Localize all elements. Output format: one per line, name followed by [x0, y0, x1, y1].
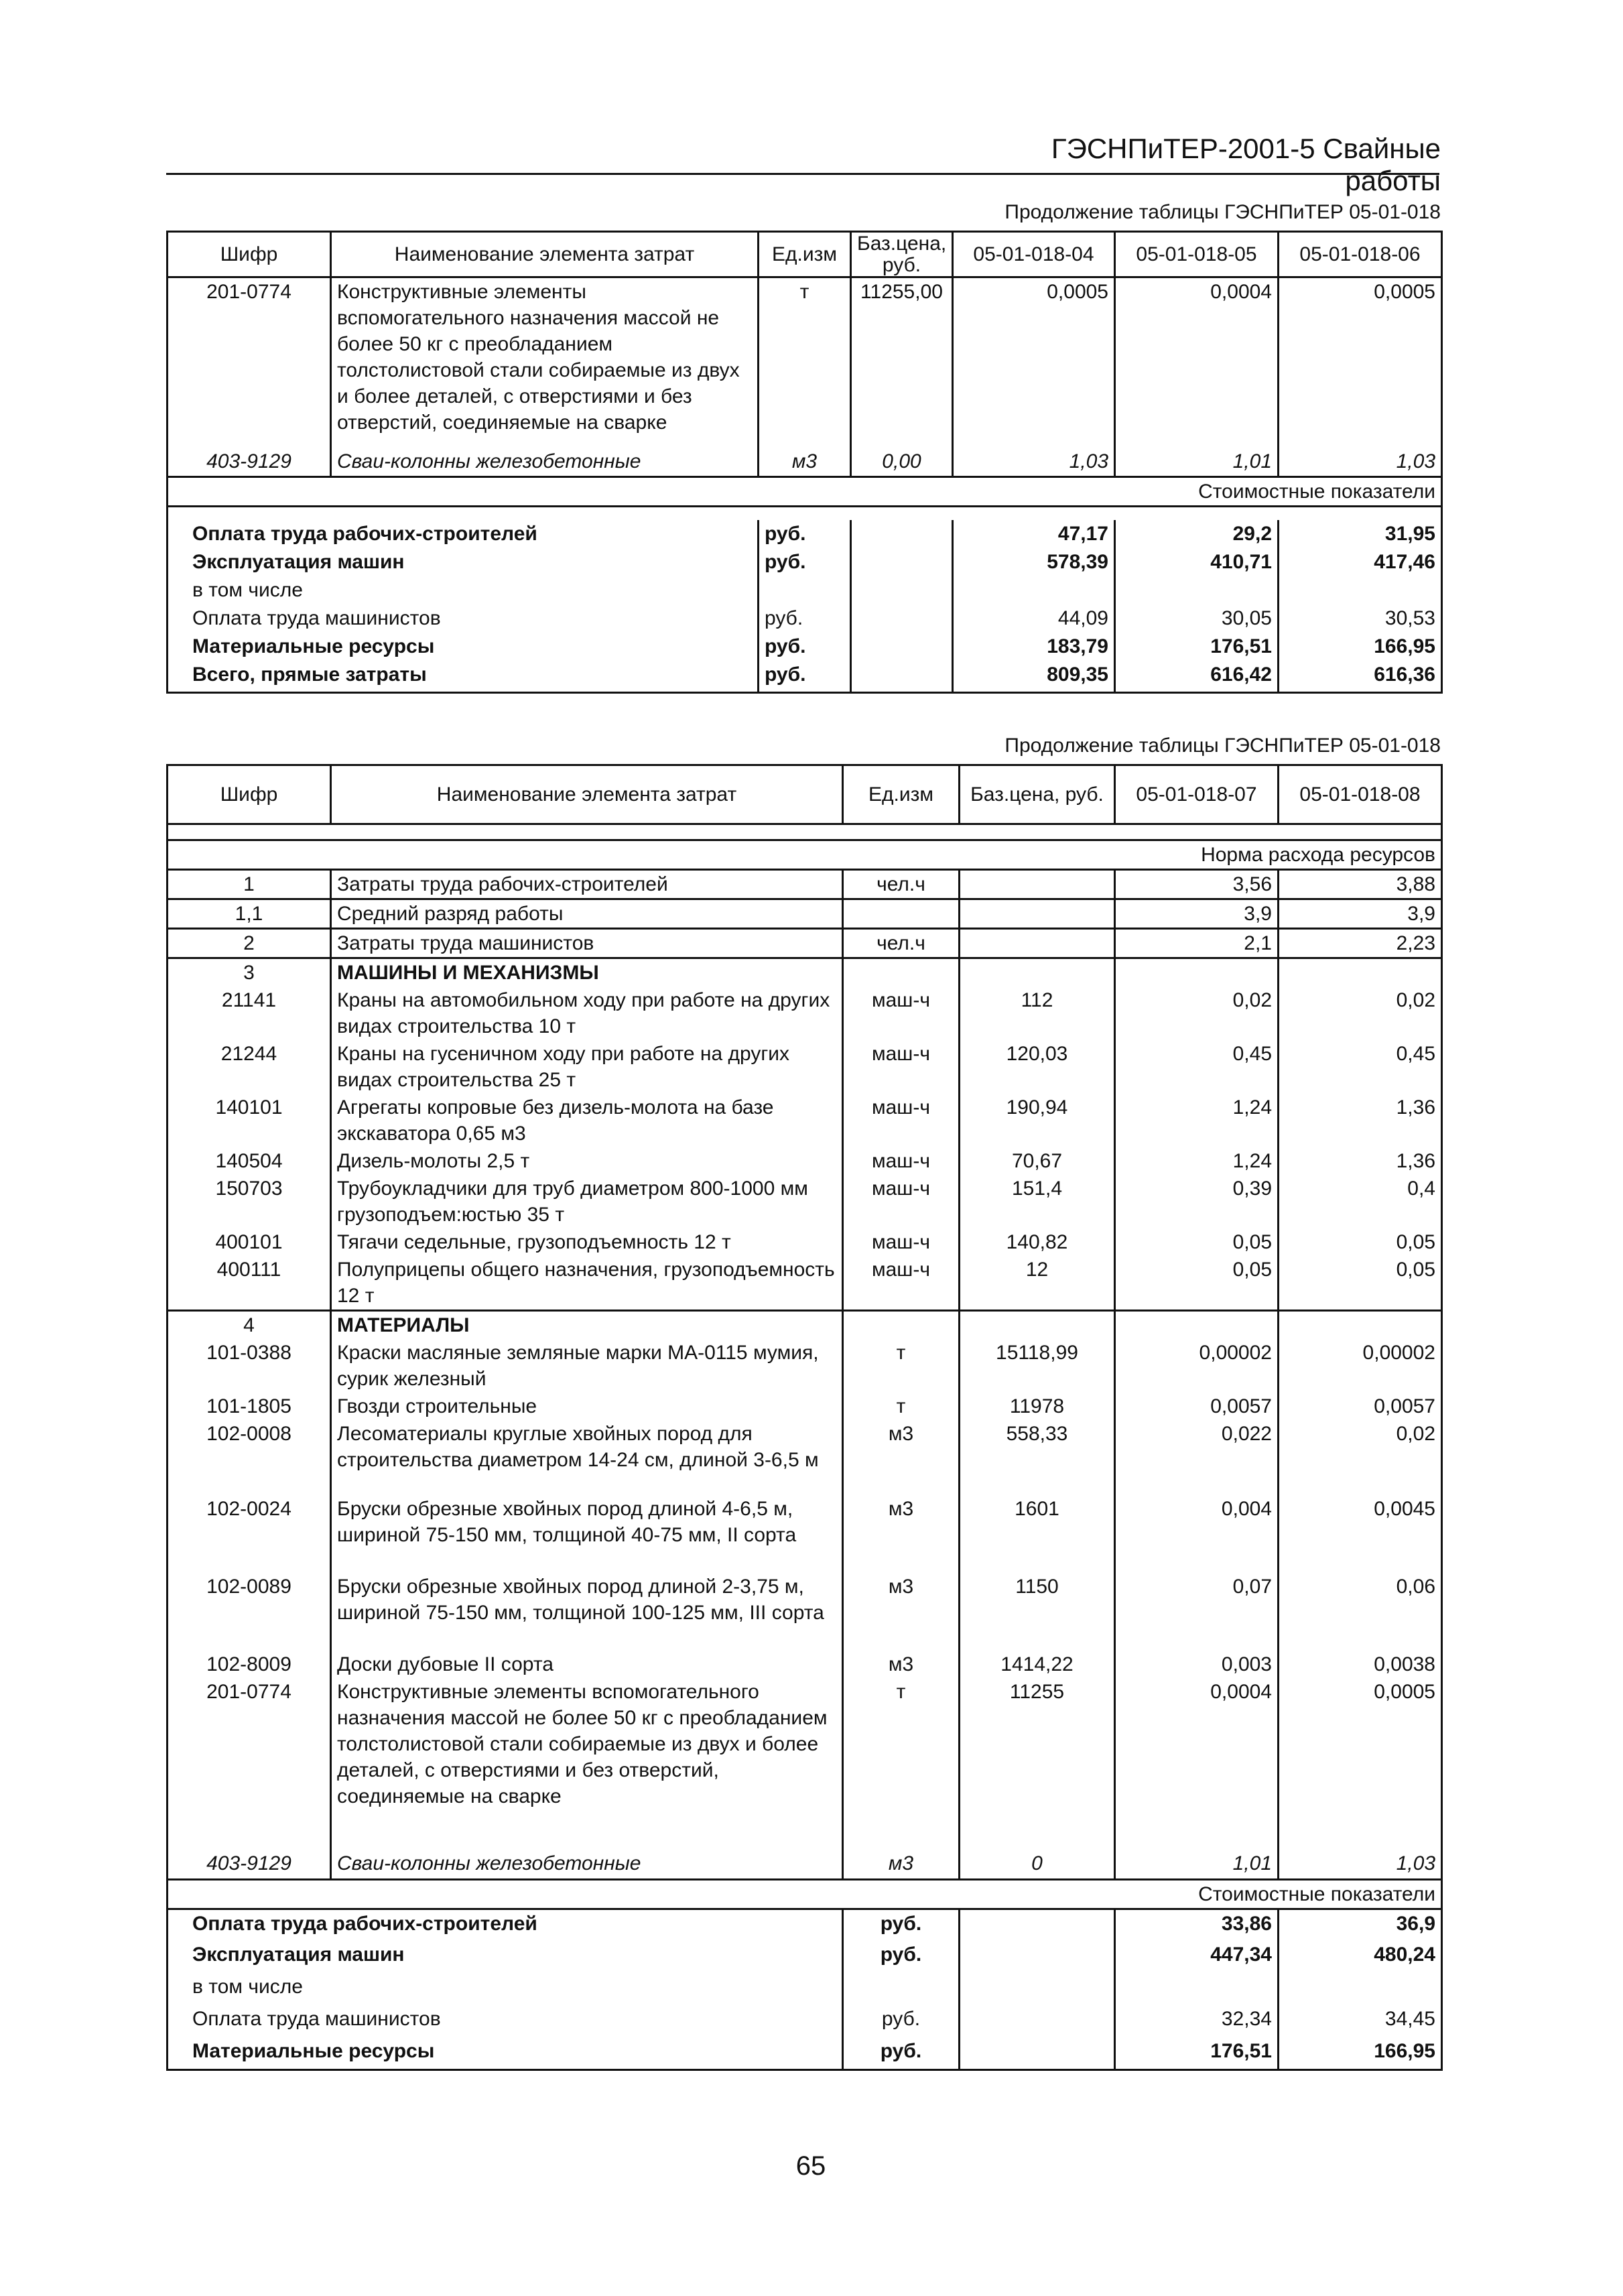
header-divider — [166, 173, 1439, 175]
table1-header-row — [168, 232, 1442, 277]
table-row — [168, 1175, 1442, 1228]
row-price: 70,67 — [960, 1147, 1115, 1175]
row-value-08: 0,05 — [1279, 1256, 1442, 1311]
cost-name: Материальные ресурсы — [168, 633, 759, 661]
row-code: 21244 — [168, 1040, 331, 1094]
col-header-price: Баз.цена, руб. — [851, 232, 953, 277]
cost-unit — [759, 576, 851, 604]
row-code: 21141 — [168, 986, 331, 1040]
page-number: 65 — [795, 2151, 826, 2181]
cost-value-08: 36,9 — [1279, 1909, 1442, 1941]
col-header-code: Шифр — [168, 765, 331, 824]
row-name: Дизель-молоты 2,5 т — [331, 1147, 843, 1175]
row-price: 120,03 — [960, 1040, 1115, 1094]
row-value-08: 0,0038 — [1279, 1651, 1442, 1678]
row-value-08 — [1279, 1311, 1442, 1340]
row-code: 150703 — [168, 1175, 331, 1228]
table-row — [168, 1040, 1442, 1094]
row-value-08: 0,05 — [1279, 1228, 1442, 1256]
cost-value-07 — [1115, 1973, 1279, 2005]
cost-row — [168, 604, 1442, 633]
row-value-07: 0,0004 — [1115, 1678, 1279, 1850]
row-code: 102-0024 — [168, 1495, 331, 1573]
cost-unit: руб. — [843, 1909, 960, 1941]
row-code: 400111 — [168, 1256, 331, 1311]
row-value-07: 3,56 — [1115, 870, 1279, 899]
cost-name: Оплата труда рабочих-строителей — [168, 1909, 843, 1941]
row-unit: м3 — [843, 1573, 960, 1651]
cost-value-06 — [1279, 576, 1442, 604]
row-name: Гвозди строительные — [331, 1393, 843, 1420]
table1-cost-section-row — [168, 477, 1442, 507]
table-row — [168, 1678, 1442, 1850]
cost-name: Оплата труда машинистов — [168, 2005, 843, 2037]
cost-row — [168, 576, 1442, 604]
cost-name: Оплата труда рабочих-строителей — [168, 520, 759, 548]
table2-norm-section-row — [168, 840, 1442, 870]
row-code: 403-9129 — [168, 448, 331, 477]
row-value-04: 0,0005 — [953, 277, 1115, 448]
row-name: Краски масляные земляные марки МА-0115 мумия, сурик железный — [331, 1339, 843, 1393]
col-header-name: Наименование элемента затрат — [331, 232, 759, 277]
row-value-07: 0,0057 — [1115, 1393, 1279, 1420]
cost-value-05 — [1115, 576, 1279, 604]
cost-value-06: 30,53 — [1279, 604, 1442, 633]
row-price: 12 — [960, 1256, 1115, 1311]
cost-value-07: 33,86 — [1115, 1909, 1279, 1941]
row-code: 201-0774 — [168, 1678, 331, 1850]
cost-value-04: 47,17 — [953, 520, 1115, 548]
row-name: Бруски обрезные хвойных пород длиной 4-6,5 м, шириной 75-150 мм, толщиной 40-75 мм, II сорта — [331, 1495, 843, 1573]
cost-price — [851, 520, 953, 548]
row-name: Конструктивные элементы вспомогательного назначения массой не более 50 кг с преобладанием толстолистовой стали собираемые из двух и более деталей, с отверстиями и без отверстий, соединяемые на сварке — [331, 277, 759, 448]
row-code: 2 — [168, 929, 331, 958]
table2-cost-rows — [168, 1909, 1442, 2069]
row-code: 403-9129 — [168, 1850, 331, 1879]
col-header-rate-08: 05-01-018-08 — [1279, 765, 1442, 824]
row-code: 140504 — [168, 1147, 331, 1175]
table-row — [168, 958, 1442, 987]
row-value-08: 0,06 — [1279, 1573, 1442, 1651]
row-unit: м3 — [843, 1651, 960, 1678]
row-value-08: 3,9 — [1279, 899, 1442, 929]
row-name: Сваи-колонны железобетонные — [331, 448, 759, 477]
cost-price — [960, 1941, 1115, 1973]
row-value-07: 0,00002 — [1115, 1339, 1279, 1393]
row-unit: м3 — [843, 1850, 960, 1879]
cost-name: Эксплуатация машин — [168, 548, 759, 576]
row-code: 201-0774 — [168, 277, 331, 448]
cost-unit — [843, 1973, 960, 2005]
row-value-07: 0,004 — [1115, 1495, 1279, 1573]
cost-unit: руб. — [843, 2037, 960, 2069]
cost-value-08: 166,95 — [1279, 2037, 1442, 2069]
cost-section-label: Стоимостные показатели — [168, 477, 1442, 507]
row-value-07: 0,05 — [1115, 1228, 1279, 1256]
row-price: 0 — [960, 1850, 1115, 1879]
row-value-07: 0,39 — [1115, 1175, 1279, 1228]
row-code: 140101 — [168, 1094, 331, 1147]
cost-price — [851, 604, 953, 633]
cost-value-07: 32,34 — [1115, 2005, 1279, 2037]
cost-value-05: 410,71 — [1115, 548, 1279, 576]
col-header-code: Шифр — [168, 232, 331, 277]
row-unit: маш-ч — [843, 1228, 960, 1256]
row-price: 112 — [960, 986, 1115, 1040]
cost-unit: руб. — [759, 633, 851, 661]
row-value-05: 1,01 — [1115, 448, 1279, 477]
table2-continuation-label: Продолжение таблицы ГЭСНПиТЕР 05-01-018 — [1004, 735, 1441, 757]
table2 — [166, 764, 1443, 2071]
table-row — [168, 277, 1442, 448]
row-name: Сваи-колонны железобетонные — [331, 1850, 843, 1879]
row-price: 151,4 — [960, 1175, 1115, 1228]
table2-cost-section-row — [168, 1879, 1442, 1909]
cost-price — [851, 548, 953, 576]
row-value-07: 1,01 — [1115, 1850, 1279, 1879]
row-value-08: 3,88 — [1279, 870, 1442, 899]
cost-unit: руб. — [759, 604, 851, 633]
cost-name: в том числе — [168, 1973, 843, 2005]
table-row — [168, 448, 1442, 477]
row-price — [960, 870, 1115, 899]
table2-resource-rows — [168, 870, 1442, 1880]
row-value-08: 0,0057 — [1279, 1393, 1442, 1420]
cost-value-06: 417,46 — [1279, 548, 1442, 576]
cost-value-04: 809,35 — [953, 661, 1115, 693]
row-unit: маш-ч — [843, 986, 960, 1040]
table-row — [168, 1850, 1442, 1879]
row-code: 102-0008 — [168, 1420, 331, 1495]
cost-row — [168, 520, 1442, 548]
col-header-rate-07: 05-01-018-07 — [1115, 765, 1279, 824]
row-value-08: 0,02 — [1279, 1420, 1442, 1495]
cost-row — [168, 2037, 1442, 2069]
row-name: Краны на автомобильном ходу при работе на других видах строительства 10 т — [331, 986, 843, 1040]
row-price: 15118,99 — [960, 1339, 1115, 1393]
row-code: 4 — [168, 1311, 331, 1340]
table-row — [168, 1651, 1442, 1678]
row-value-05: 0,0004 — [1115, 277, 1279, 448]
table1-continuation-label: Продолжение таблицы ГЭСНПиТЕР 05-01-018 — [1004, 201, 1441, 223]
row-unit: м3 — [843, 1420, 960, 1495]
table-row — [168, 1420, 1442, 1495]
cost-row — [168, 2005, 1442, 2037]
table-row — [168, 1573, 1442, 1651]
spacer-row — [168, 824, 1442, 840]
col-header-unit: Ед.изм — [759, 232, 851, 277]
row-code: 400101 — [168, 1228, 331, 1256]
row-price: 11978 — [960, 1393, 1115, 1420]
cost-name: Эксплуатация машин — [168, 1941, 843, 1973]
cost-value-06: 31,95 — [1279, 520, 1442, 548]
row-value-08: 1,36 — [1279, 1094, 1442, 1147]
row-value-08: 0,0005 — [1279, 1678, 1442, 1850]
table-row — [168, 986, 1442, 1040]
cost-value-06: 616,36 — [1279, 661, 1442, 693]
row-value-07 — [1115, 1311, 1279, 1340]
row-price: 0,00 — [851, 448, 953, 477]
cost-row — [168, 1909, 1442, 1941]
cost-value-08: 480,24 — [1279, 1941, 1442, 1973]
table-row — [168, 1495, 1442, 1573]
row-value-07: 3,9 — [1115, 899, 1279, 929]
table-row — [168, 1094, 1442, 1147]
row-unit: м3 — [759, 448, 851, 477]
cost-row — [168, 1973, 1442, 2005]
row-price: 11255 — [960, 1678, 1115, 1850]
cost-unit: руб. — [843, 1941, 960, 1973]
running-header-title: ГЭСНПиТЕР-2001-5 Свайные работы — [1051, 133, 1441, 196]
cost-section-label: Стоимостные показатели — [168, 1879, 1442, 1909]
row-unit: маш-ч — [843, 1094, 960, 1147]
cost-row — [168, 633, 1442, 661]
cost-value-05: 616,42 — [1115, 661, 1279, 693]
row-unit — [843, 958, 960, 987]
row-price — [960, 899, 1115, 929]
row-name: Затраты труда рабочих-строителей — [331, 870, 843, 899]
row-code: 102-8009 — [168, 1651, 331, 1678]
row-value-07: 0,05 — [1115, 1256, 1279, 1311]
row-name: Бруски обрезные хвойных пород длиной 2-3,75 м, шириной 75-150 мм, толщиной 100-125 мм, III сорта — [331, 1573, 843, 1651]
row-unit: маш-ч — [843, 1147, 960, 1175]
table-row — [168, 929, 1442, 958]
row-value-07: 0,45 — [1115, 1040, 1279, 1094]
table-row — [168, 899, 1442, 929]
table-row — [168, 1228, 1442, 1256]
row-name: Затраты труда машинистов — [331, 929, 843, 958]
cost-name: в том числе — [168, 576, 759, 604]
row-unit: м3 — [843, 1495, 960, 1573]
row-value-07: 0,022 — [1115, 1420, 1279, 1495]
cost-price — [960, 1973, 1115, 2005]
row-name: Краны на гусеничном ходу при работе на других видах строительства 25 т — [331, 1040, 843, 1094]
cost-price — [960, 2005, 1115, 2037]
table2-header-row — [168, 765, 1442, 824]
row-name: Агрегаты копровые без дизель-молота на базе экскаватора 0,65 м3 — [331, 1094, 843, 1147]
row-value-08: 0,02 — [1279, 986, 1442, 1040]
row-code: 101-1805 — [168, 1393, 331, 1420]
row-name: МАТЕРИАЛЫ — [331, 1311, 843, 1340]
col-header-rate-05: 05-01-018-05 — [1115, 232, 1279, 277]
row-unit: т — [843, 1393, 960, 1420]
row-name: Доски дубовые II сорта — [331, 1651, 843, 1678]
row-name: Трубоукладчики для труб диаметром 800-1000 мм грузоподъем:юстью 35 т — [331, 1175, 843, 1228]
cost-value-08 — [1279, 1973, 1442, 2005]
cost-value-07: 447,34 — [1115, 1941, 1279, 1973]
cost-name: Всего, прямые затраты — [168, 661, 759, 693]
col-header-name: Наименование элемента затрат — [331, 765, 843, 824]
col-header-rate-04: 05-01-018-04 — [953, 232, 1115, 277]
spacer-row — [168, 507, 1442, 520]
cost-unit: руб. — [843, 2005, 960, 2037]
cost-value-05: 30,05 — [1115, 604, 1279, 633]
col-header-price: Баз.цена, руб. — [960, 765, 1115, 824]
row-unit: маш-ч — [843, 1175, 960, 1228]
cost-unit: руб. — [759, 520, 851, 548]
norm-section-label: Норма расхода ресурсов — [168, 840, 1442, 870]
cost-value-04 — [953, 576, 1115, 604]
row-price — [960, 1311, 1115, 1340]
row-value-06: 1,03 — [1279, 448, 1442, 477]
table-row — [168, 1393, 1442, 1420]
row-value-08 — [1279, 958, 1442, 987]
cost-value-07: 176,51 — [1115, 2037, 1279, 2069]
row-code: 102-0089 — [168, 1573, 331, 1651]
row-price — [960, 929, 1115, 958]
row-value-08: 0,45 — [1279, 1040, 1442, 1094]
row-unit: маш-ч — [843, 1040, 960, 1094]
row-value-07: 1,24 — [1115, 1147, 1279, 1175]
cost-unit: руб. — [759, 661, 851, 693]
row-name: Полуприцепы общего назначения, грузоподъемность 12 т — [331, 1256, 843, 1311]
row-unit: маш-ч — [843, 1256, 960, 1311]
row-price: 1414,22 — [960, 1651, 1115, 1678]
row-value-07: 1,24 — [1115, 1094, 1279, 1147]
cost-price — [851, 633, 953, 661]
cost-value-04: 44,09 — [953, 604, 1115, 633]
row-code: 1,1 — [168, 899, 331, 929]
row-unit — [843, 899, 960, 929]
row-name: Средний разряд работы — [331, 899, 843, 929]
row-price: 140,82 — [960, 1228, 1115, 1256]
table-row — [168, 1256, 1442, 1311]
row-value-08: 0,0045 — [1279, 1495, 1442, 1573]
row-value-04: 1,03 — [953, 448, 1115, 477]
cost-price — [960, 1909, 1115, 1941]
col-header-rate-06: 05-01-018-06 — [1279, 232, 1442, 277]
row-price: 190,94 — [960, 1094, 1115, 1147]
cost-value-04: 183,79 — [953, 633, 1115, 661]
row-price: 1150 — [960, 1573, 1115, 1651]
cost-row — [168, 1941, 1442, 1973]
row-name: Лесоматериалы круглые хвойных пород для строительства диаметром 14-24 см, длиной 3-6,5 м — [331, 1420, 843, 1495]
cost-value-05: 29,2 — [1115, 520, 1279, 548]
cost-unit: руб. — [759, 548, 851, 576]
cost-price — [851, 661, 953, 693]
row-price: 11255,00 — [851, 277, 953, 448]
cost-row — [168, 548, 1442, 576]
row-unit: т — [843, 1339, 960, 1393]
cost-name: Материальные ресурсы — [168, 2037, 843, 2069]
row-code: 3 — [168, 958, 331, 987]
row-value-08: 1,03 — [1279, 1850, 1442, 1879]
cost-name: Оплата труда машинистов — [168, 604, 759, 633]
table-row — [168, 870, 1442, 899]
cost-value-06: 166,95 — [1279, 633, 1442, 661]
row-unit: чел.ч — [843, 870, 960, 899]
cost-price — [851, 576, 953, 604]
row-price: 558,33 — [960, 1420, 1115, 1495]
row-unit: т — [759, 277, 851, 448]
row-value-07 — [1115, 958, 1279, 987]
table1 — [166, 231, 1443, 694]
row-unit — [843, 1311, 960, 1340]
row-value-08: 1,36 — [1279, 1147, 1442, 1175]
row-name: Конструктивные элементы вспомогательного назначения массой не более 50 кг с преобладанием толстолистовой стали собираемые из двух и более деталей, с отверстиями и без отверстий, соединяемые на сварке — [331, 1678, 843, 1850]
row-unit: чел.ч — [843, 929, 960, 958]
table-row — [168, 1147, 1442, 1175]
cost-value-04: 578,39 — [953, 548, 1115, 576]
row-price — [960, 958, 1115, 987]
row-code: 1 — [168, 870, 331, 899]
row-name: МАШИНЫ И МЕХАНИЗМЫ — [331, 958, 843, 987]
row-unit: т — [843, 1678, 960, 1850]
cost-row — [168, 661, 1442, 693]
cost-value-05: 176,51 — [1115, 633, 1279, 661]
row-value-08: 0,4 — [1279, 1175, 1442, 1228]
cost-price — [960, 2037, 1115, 2069]
row-value-08: 2,23 — [1279, 929, 1442, 958]
table-row — [168, 1339, 1442, 1393]
row-value-06: 0,0005 — [1279, 277, 1442, 448]
cost-value-08: 34,45 — [1279, 2005, 1442, 2037]
row-price: 1601 — [960, 1495, 1115, 1573]
row-value-08: 0,00002 — [1279, 1339, 1442, 1393]
row-name: Тягачи седельные, грузоподъемность 12 т — [331, 1228, 843, 1256]
row-value-07: 0,07 — [1115, 1573, 1279, 1651]
row-value-07: 2,1 — [1115, 929, 1279, 958]
row-code: 101-0388 — [168, 1339, 331, 1393]
table-row — [168, 1311, 1442, 1340]
row-value-07: 0,02 — [1115, 986, 1279, 1040]
col-header-unit: Ед.изм — [843, 765, 960, 824]
row-value-07: 0,003 — [1115, 1651, 1279, 1678]
